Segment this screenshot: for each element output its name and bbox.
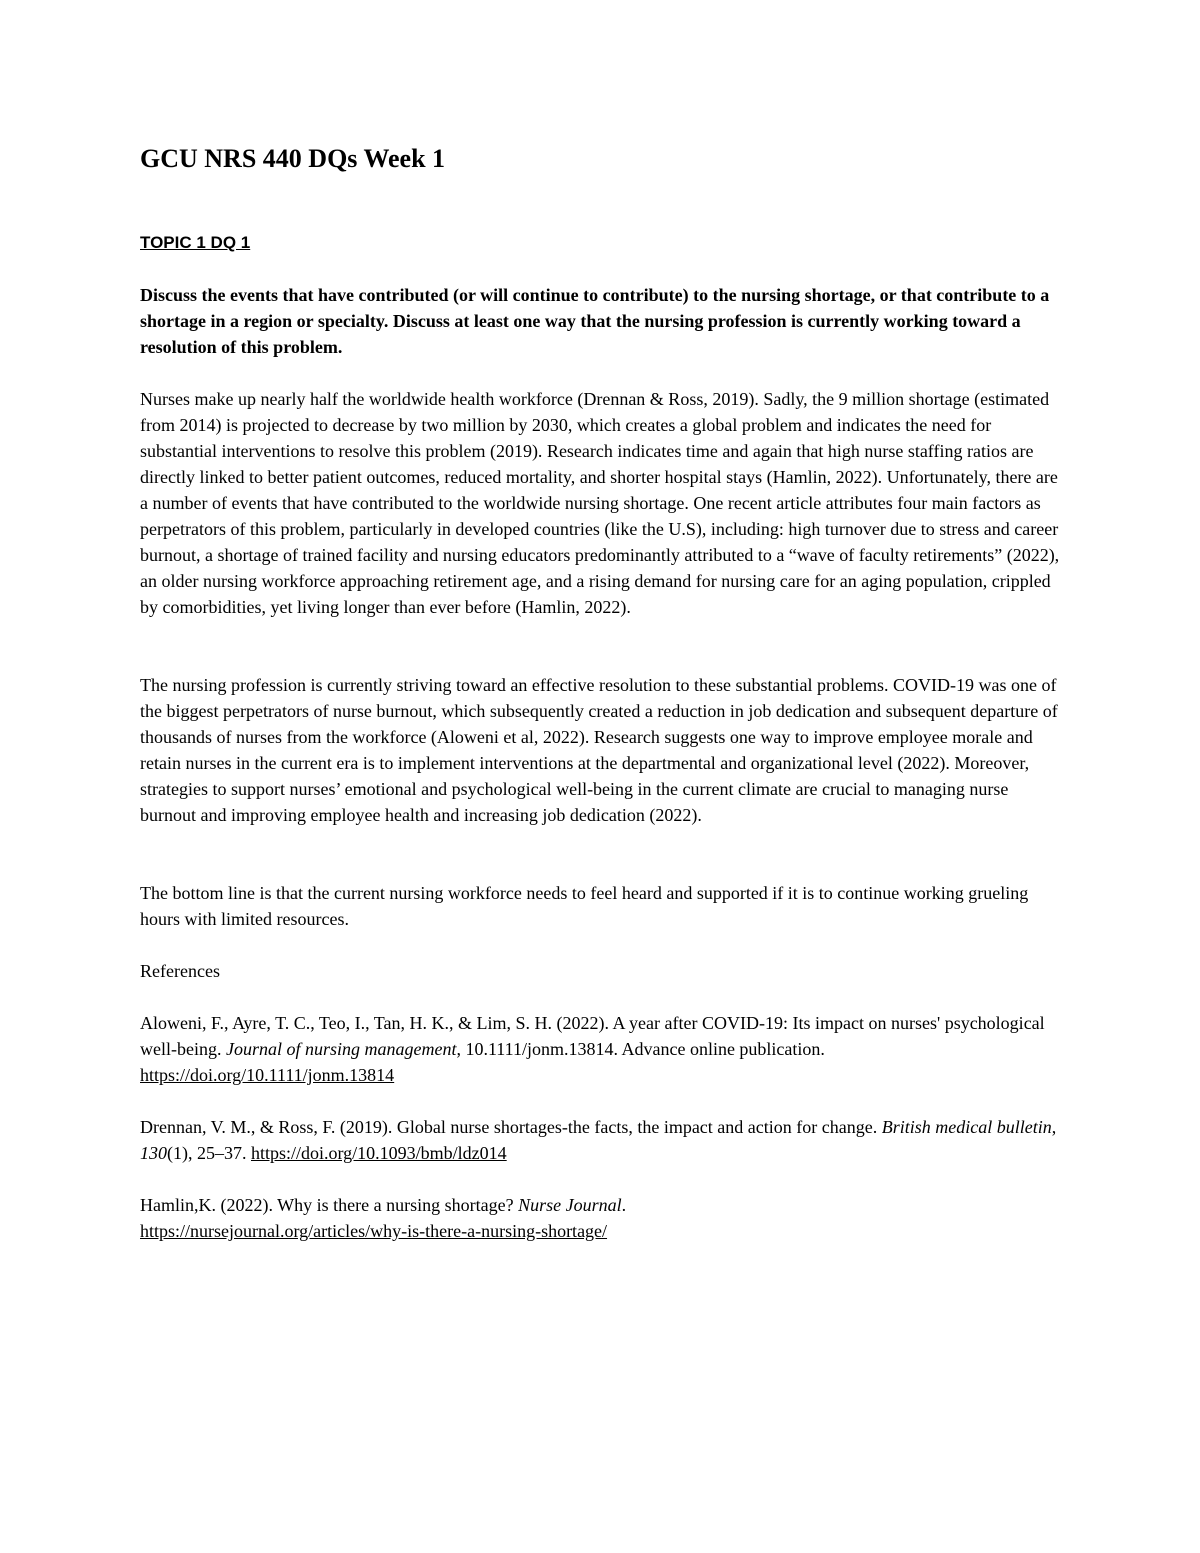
reference-aloweni <box>140 1010 1062 1088</box>
body-paragraph-3: The bottom line is that the current nursing workforce needs to feel heard and supported if it is to continue working grueling hours with limited resources. <box>140 883 1029 929</box>
body-paragraph-2: The nursing profession is currently striving toward an effective resolution to these substantial problems. COVID-19 was one of the biggest perpetrators of nurse burnout, which subsequently created a reduction in job dedication and subsequent departure of thousands of nurses from the workforce (Aloweni et al, 2022). Research suggests one way to improve employee morale and retain nurses in the current era is to implement interventions at the departmental and organizational level (2022). Moreover, strategies to support nurses’ emotional and psychological well-being in the current climate are crucial to managing nurse burnout and improving employee health and increasing job dedication (2022). <box>140 675 1058 825</box>
reference-text: Drennan, V. M., & Ross, F. (2019). Global nurse shortages-the facts, the impact and action for change. <box>140 1117 882 1137</box>
reference-text: , <box>1051 1117 1057 1137</box>
document-page <box>140 140 1062 1241</box>
reference-volume: 130 <box>140 1143 167 1163</box>
reference-hamlin <box>140 1192 1062 1244</box>
document-title: GCU NRS 440 DQs Week 1 <box>140 144 446 173</box>
reference-article-link[interactable]: https://nursejournal.org/articles/why-is-there-a-nursing-shortage/ <box>140 1221 608 1241</box>
reference-drennan <box>140 1114 1062 1166</box>
reference-doi-link[interactable]: https://doi.org/10.1093/bmb/ldz014 <box>251 1143 507 1163</box>
reference-text: Hamlin,K. (2022). Why is there a nursing shortage? <box>140 1195 519 1215</box>
references-heading: References <box>140 961 220 981</box>
discussion-prompt: Discuss the events that have contributed (or will continue to contribute) to the nursing shortage, or that contribute to a shortage in a region or specialty. Discuss at least one way that the nursing profession is currently working toward a resolution of this problem. <box>140 285 1050 357</box>
reference-journal-title: British medical bulletin <box>881 1117 1052 1137</box>
reference-journal-title: Journal of nursing management <box>225 1039 457 1059</box>
reference-text: . <box>621 1195 627 1215</box>
reference-text: Aloweni, F., Ayre, T. C., Teo, I., Tan, H. K., & Lim, S. H. (2022). A year after COVID-19: Its impact on nurses' psychological well-being. <box>140 1013 1045 1059</box>
reference-text: (1), 25–37. <box>167 1143 251 1163</box>
body-paragraph-1: Nurses make up nearly half the worldwide health workforce (Drennan & Ross, 2019). Sadly, the 9 million shortage (estimated from 2014) is projected to decrease by two million by 2030, which creates a global problem and indicates the need for substantial interventions to resolve this problem (2019). Research indicates time and again that high nurse staffing ratios are directly linked to better patient outcomes, reduced mortality, and shorter hospital stays (Hamlin, 2022). Unfortunately, there are a number of events that have contributed to the worldwide nursing shortage. One recent article attributes four main factors as perpetrators of this problem, particularly in developed countries (like the U.S), including: high turnover due to stress and career burnout, a shortage of trained facility and nursing educators predominantly attributed to a “wave of faculty retirements” (2022), an older nursing workforce approaching retirement age, and a rising demand for nursing care for an aging population, crippled by comorbidities, yet living longer than ever before (Hamlin, 2022). <box>140 389 1060 617</box>
reference-journal-title: Nurse Journal <box>518 1195 622 1215</box>
topic-heading: TOPIC 1 DQ 1 <box>140 233 251 252</box>
reference-doi-link[interactable]: https://doi.org/10.1111/jonm.13814 <box>140 1065 395 1085</box>
reference-text: , 10.1111/jonm.13814. Advance online publication. <box>456 1039 825 1059</box>
